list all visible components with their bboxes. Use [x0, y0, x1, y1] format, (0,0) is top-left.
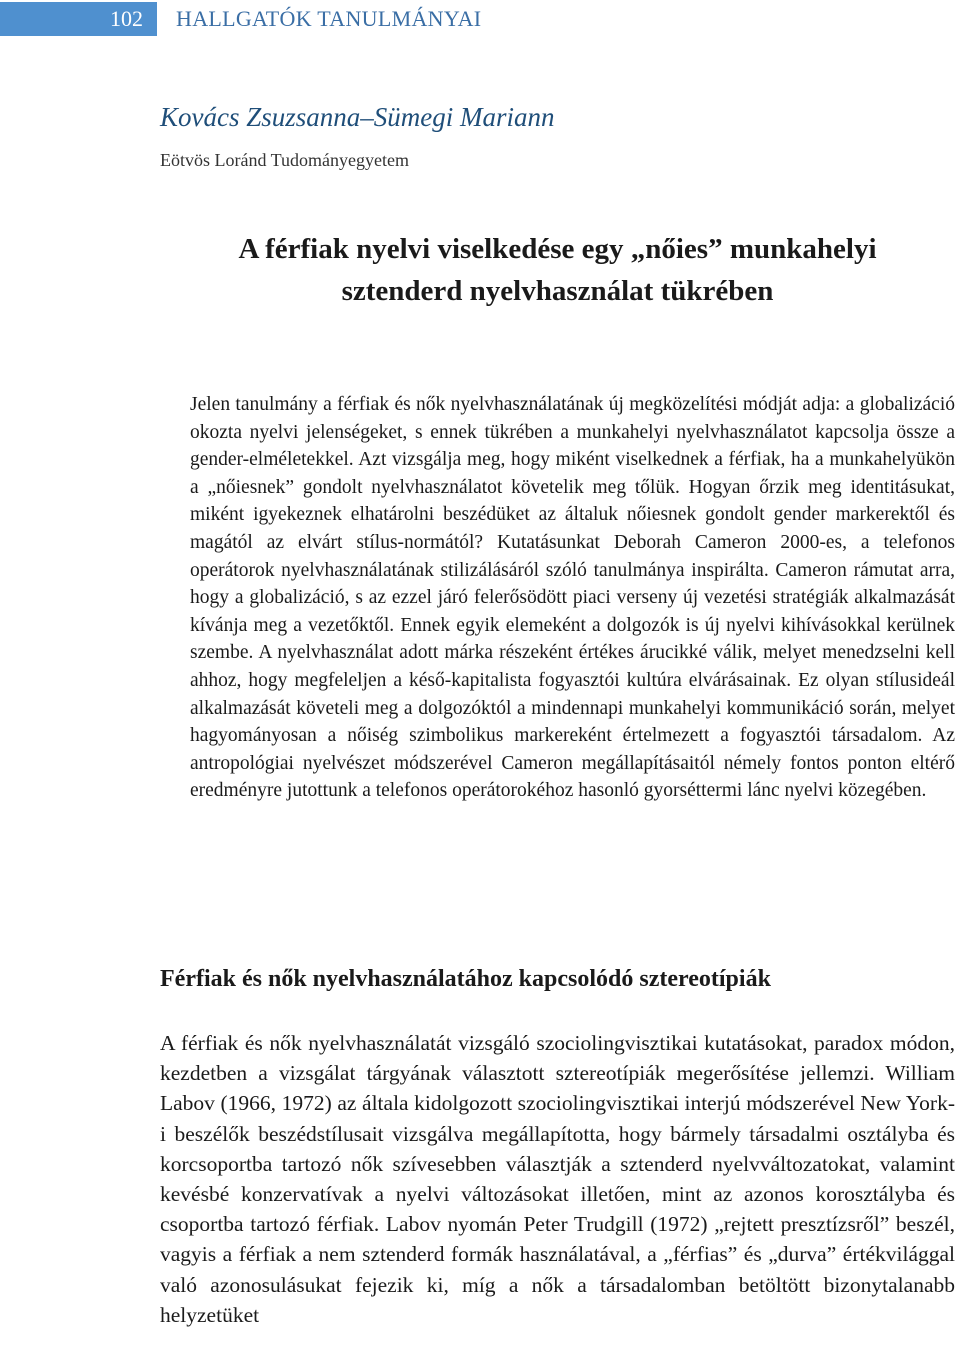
- page-number-text: 102: [110, 6, 143, 31]
- body-paragraph: A férfiak és nők nyelvhasználatát vizsgáló szociolingvisztikai kutatásokat, paradox módon, kezdetben a vizsgálat tárgyának választott sztereotípiák megerősítése jellemzi. William Labov (1966, 1972) az általa kidolgozott szociolingvisztikai interjú módszerével New York-i beszélők beszédstílusait vizsgálva megállapította, hogy bármely társadalmi osztályba és korcsoportba tartozó nők szívesebben választják a sztenderd nyelvváltozatokat, valamint kevésbé konzervatívak a nyelvi változásokat illetően, mint az azonos korosztályba és csoportba tartozó férfiak. Labov nyomán Peter Trudgill (1972) „rejtett presztízsről” beszél, vagyis a férfiak a nem sztenderd formák használatával, a „férfias” és „durva” értékvilággal való azonosulásukat fejezik ki, míg a nők a társadalomban betöltött bizonytalanabb helyzetüket: [160, 1031, 955, 1327]
- article-title: [160, 228, 955, 312]
- author-affiliation: Eötvös Loránd Tudományegyetem: [160, 150, 409, 170]
- journal-section-name: HALLGATÓK TANULMÁNYAI: [176, 6, 482, 31]
- article-authors: Kovács Zsuzsanna–Sümegi Mariann: [160, 102, 555, 132]
- running-header: [0, 0, 960, 40]
- article-abstract: Jelen tanulmány a férfiak és nők nyelvhasználatának új megközelítési módját adja: a globalizáció okozta nyelvi jelenségeket, s ennek tükrében a munkahelyi nyelvhasználatot kapcsolja össze a gender-elméletekkel. Azt vizsgálja meg, hogy miként viselkednek a férfiak, ha a munkahelyükön a „nőiesnek” gondolt nyelvhasználatot követelik meg tőlük. Hogyan őrzik meg identitásukat, miként igyekeznek elhatárolni beszédüket az általuk nőiesnek gondolt gender markerektől és magától az elvárt stílus-normától? Kutatásunkat Deborah Cameron 2000-es, a telefonos operátorok nyelvhasználatának stilizálásáról szóló tanulmánya inspirálta. Cameron rámutat arra, hogy a globalizáció, s az ezzel járó felerősödött piaci verseny új vezetési stratégiák alkalmazását kívánja meg a vezetőktől. Ennek egyik elemeként a dolgozók is új nyelvi kihívásokkal kerülnek szembe. A nyelvhasználat adott márka részeként értékes árucikké válik, melyet menedzselni kell ahhoz, hogy megfeleljen a késő-kapitalista fogyasztói kultúra elvárásainak. Ez olyan stílusideál alkalmazását követeli meg a dolgozóktól a mindennapi munkahelyi kommunikáció során, melyet hagyományosan a nőiség szimbolikus markereként értelmezett a fogyasztói társadalom. Az antropológiai nyelvészet módszerével Cameron megállapításaitól némely fontos ponton eltérő eredményre jutottunk a telefonos operátorokéhoz hasonló gyorséttermi lánc nyelvi közegében.: [190, 394, 955, 802]
- article-title-line-2: sztenderd nyelvhasználat tükrében: [341, 275, 774, 307]
- page-number: [0, 2, 157, 36]
- section-heading: Férfiak és nők nyelvhasználatához kapcsolódó sztereotípiák: [160, 966, 771, 992]
- article-title-line-1: A férfiak nyelvi viselkedése egy „nőies” munkahelyi: [238, 233, 877, 265]
